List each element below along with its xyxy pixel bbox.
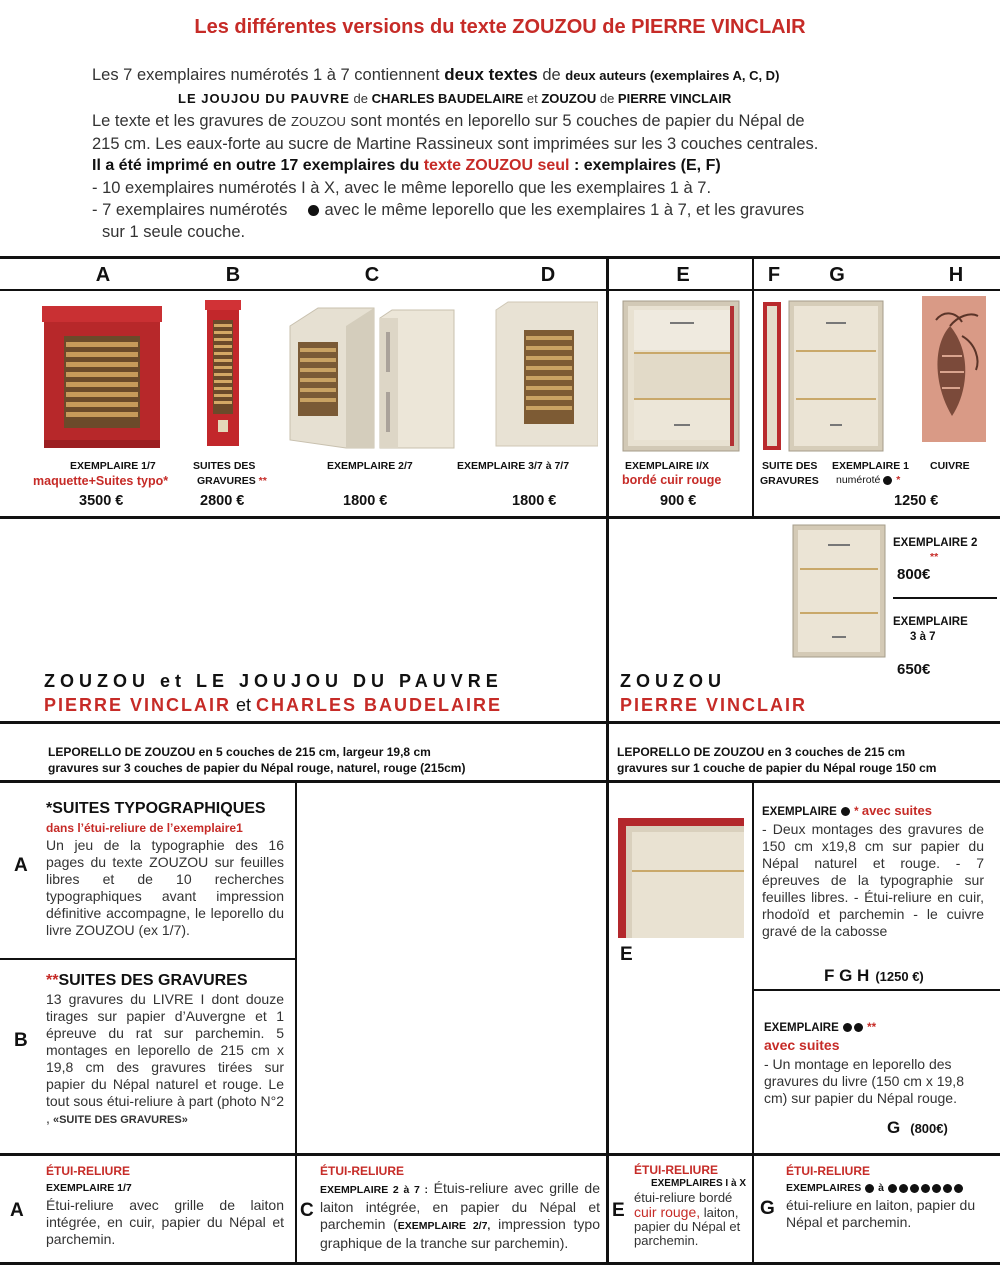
- suites-grav-tail: «SUITE DES GRAVURES»: [49, 1114, 188, 1126]
- caption-g: EXEMPLAIRE 1: [832, 460, 910, 472]
- ex-dotdot-block: [764, 1020, 964, 1107]
- ex-dot-avec: avec suites: [861, 803, 932, 818]
- intro-line-5: [92, 155, 972, 177]
- etui-e-head: ÉTUI-RELIURE: [634, 1163, 718, 1177]
- grid-line: [295, 780, 297, 1262]
- caption-d: EXEMPLAIRE 3/7 à 7/7: [457, 460, 570, 472]
- caption-b-stars: **: [255, 475, 267, 487]
- intro-text: de: [349, 91, 372, 106]
- intro-line-7: [92, 199, 972, 221]
- caption-a-sub: maquette+Suites typo*: [33, 474, 169, 488]
- bullet-dot-icon: [308, 205, 319, 216]
- caption-ex2-stars: **: [930, 551, 939, 563]
- suites-typo-body: Un jeu de la typographie des 16 pages du texte ZOUZOU sur feuilles libres et de 10 recherches typographiques avant impression définitive accompagne, le leporello du livre ZOUZOU (ex 1/7).: [46, 837, 284, 938]
- etui-a-head: ÉTUI-RELIURE: [46, 1164, 130, 1178]
- grid-line: [893, 597, 997, 599]
- etui-e-body2: laiton, papier du Népal et parchemin.: [634, 1205, 741, 1248]
- intro-line-6: - 10 exemplaires numérotés I à X, avec le même leporello que les exemplaires 1 à 7.: [92, 179, 712, 197]
- caption-c: EXEMPLAIRE 2/7: [327, 460, 413, 472]
- grid-line: [0, 289, 1000, 291]
- bullet-dot-icon: [883, 476, 892, 485]
- suites-typo-block: [46, 800, 284, 939]
- bullet-dot-icon: [910, 1184, 919, 1193]
- product-a-image: [42, 300, 162, 450]
- etui-g-block: [786, 1163, 986, 1231]
- grid-line: [0, 721, 1000, 724]
- ex-dotdot-body: - Un montage en leporello des gravures du livre (150 cm x 19,8 cm) sur papier du Népal rouge.: [764, 1056, 964, 1106]
- etui-e-sub: EXEMPLAIRES I à X: [650, 1178, 746, 1189]
- price-c: 1800 €: [343, 493, 388, 509]
- grid-line: [752, 256, 754, 518]
- caption-ex37-1: EXEMPLAIRE: [893, 616, 968, 628]
- etui-a-sub: EXEMPLAIRE 1/7: [46, 1182, 132, 1194]
- bullet-dot-icon: [841, 807, 850, 816]
- ex-dot-star: *: [850, 806, 859, 818]
- intro-text: avec le même leporello que les exemplaires 1 à 7, et les gravures: [319, 201, 805, 219]
- caption-b-1: SUITES DES: [193, 460, 256, 472]
- etui-c-tail: impression typo graphique de la tranche sur parchemin).: [320, 1216, 600, 1251]
- ex-dotdot-stars: **: [863, 1022, 877, 1034]
- etui-c-bold: EXEMPLAIRE 2/7,: [397, 1220, 491, 1232]
- intro-highlight: deux textes: [444, 65, 538, 84]
- product-d-image: [494, 300, 598, 448]
- ex-dot-price: (1250 €): [875, 969, 924, 984]
- price-ex2: 800€: [897, 566, 931, 583]
- grid-line: [0, 1153, 1000, 1156]
- column-letter-f: F: [767, 264, 781, 286]
- suites-typo-head: *SUITES TYPOGRAPHIQUES: [46, 800, 266, 817]
- etui-g-sub: EXEMPLAIRES: [786, 1182, 862, 1194]
- etui-g-head: ÉTUI-RELIURE: [786, 1164, 870, 1178]
- column-letter-c: C: [364, 264, 380, 286]
- product-b-image: [205, 298, 241, 448]
- product-ex2-image: [792, 524, 886, 658]
- column-letter-g: G: [829, 264, 845, 286]
- author-baudelaire: CHARLES BAUDELAIRE: [256, 695, 503, 715]
- column-letter-d: D: [540, 264, 556, 286]
- grid-line: [754, 989, 1000, 991]
- section-letter-a: A: [14, 855, 28, 876]
- bullet-dot-icon: [854, 1023, 863, 1032]
- etui-c-sub: EXEMPLAIRE 2 à 7 :: [320, 1184, 428, 1196]
- grid-line: [0, 1262, 1000, 1265]
- intro-bold: deux auteurs: [565, 68, 647, 83]
- section-letter-e: E: [620, 944, 633, 965]
- suites-grav-body-wrap: [46, 991, 284, 1129]
- intro-text: ZOUZOU: [291, 114, 346, 129]
- etui-e-red: cuir rouge,: [634, 1204, 701, 1220]
- product-c-image: [288, 302, 456, 450]
- intro-line-2: [92, 87, 972, 110]
- ex-dot-block: [762, 802, 984, 940]
- etui-c-body: Étuis-reliure avec grille de laiton intégrée, en papier du Népal et parchemin (: [320, 1180, 600, 1232]
- ex-dotdot-avec: avec suites: [764, 1037, 840, 1053]
- ex-dot-letters-text: F G H: [824, 966, 870, 985]
- bullet-dot-icon: [954, 1184, 963, 1193]
- etui-c-block: [320, 1163, 600, 1252]
- price-e: 900 €: [660, 493, 697, 509]
- intro-line-3: [92, 110, 972, 133]
- right-work-title: ZOUZOU: [620, 671, 726, 691]
- etui-e-block: [634, 1163, 746, 1248]
- price-b: 2800 €: [200, 493, 245, 509]
- column-letter-e: E: [676, 264, 690, 286]
- ex-dotdot-cap: EXEMPLAIRE: [764, 1022, 839, 1034]
- etui-a-body: Étui-reliure avec grille de laiton intégrée, en cuir, papier du Népal et parchemin.: [46, 1197, 284, 1247]
- left-work-title: ZOUZOU et LE JOUJOU DU PAUVRE: [44, 671, 503, 691]
- bullet-dot-icon: [932, 1184, 941, 1193]
- caption-e: EXEMPLAIRE I/X: [625, 460, 710, 472]
- price-ex37: 650€: [897, 661, 931, 678]
- etui-c-head: ÉTUI-RELIURE: [320, 1164, 404, 1178]
- grid-line: [606, 256, 609, 1262]
- grid-line: [0, 516, 1000, 519]
- leporello-right-2: gravures sur 1 couche de papier du Népal rouge 150 cm: [617, 761, 937, 775]
- author-and: et: [231, 695, 257, 715]
- price-a: 3500 €: [79, 493, 124, 509]
- column-letter-a: A: [95, 264, 111, 286]
- suites-grav-body: 13 gravures du LIVRE I dont douze tirages sur papier d’Auvergne et 1 épreuve du rat sur parchemin. 5 montages en leporello de 215 cm x 19,8 cm des gravures tirées sur papier du Népal naturel et rouge. Le tout sous étui-reliure à part (photo N°2 ,: [46, 991, 284, 1126]
- intro-highlight: ZOUZOU: [541, 91, 597, 106]
- ex-dot-cap: EXEMPLAIRE: [762, 806, 837, 818]
- grid-line: [0, 780, 1000, 783]
- suites-grav-head: SUITES DES GRAVURES: [58, 972, 248, 989]
- price-fgh: 1250 €: [894, 493, 939, 509]
- leporello-right-1: LEPORELLO DE ZOUZOU en 3 couches de 215 cm: [617, 745, 906, 759]
- suites-grav-block: [46, 972, 284, 1129]
- grid-line: [0, 958, 296, 960]
- intro-bold: CHARLES BAUDELAIRE: [371, 91, 524, 106]
- bullet-dot-icon: [843, 1023, 852, 1032]
- product-g-image: [788, 300, 884, 452]
- ex-dotdot-letter: G: [887, 1118, 901, 1137]
- section-letter-b: B: [14, 1030, 28, 1051]
- grid-line: [752, 780, 754, 1262]
- intro-text: et: [523, 91, 542, 106]
- product-f-image: [762, 300, 782, 452]
- intro-bold: (exemplaires A, C, D): [646, 68, 780, 83]
- author-vinclair: PIERRE VINCLAIR: [44, 695, 232, 715]
- page-title: Les différentes versions du texte ZOUZOU de PIERRE VINCLAIR: [194, 16, 806, 38]
- ex-dotdot-head: [764, 1020, 964, 1037]
- caption-g-sub: [836, 473, 900, 487]
- caption-f-2: GRAVURES: [760, 475, 819, 487]
- caption-ex2: EXEMPLAIRE 2: [893, 537, 978, 549]
- bullet-dot-icon: [943, 1184, 952, 1193]
- etui-letter-c: C: [300, 1200, 314, 1221]
- suites-grav-head-line: [46, 972, 284, 989]
- intro-text: Les 7 exemplaires numérotés 1 à 7 contiennent: [92, 66, 445, 84]
- intro-text: - 7 exemplaires numérotés: [92, 201, 292, 219]
- etui-g-sub-line: [786, 1180, 986, 1197]
- caption-h: CUIVRE: [930, 460, 970, 472]
- product-h-image: [922, 296, 986, 442]
- intro-text: Le texte et les gravures de: [92, 112, 292, 130]
- intro-bold: : exemplaires (E, F): [569, 157, 721, 174]
- etui-g-a: à: [875, 1182, 887, 1194]
- bullet-dot-icon: [921, 1184, 930, 1193]
- bullet-dot-icon: [899, 1184, 908, 1193]
- etui-a-block: [46, 1163, 284, 1248]
- ex-dotdot-letter-line: [887, 1118, 948, 1138]
- caption-b-text: GRAVURES: [197, 475, 256, 487]
- intro-highlight: texte ZOUZOU seul: [423, 157, 570, 174]
- etui-letter-g: G: [760, 1198, 775, 1219]
- intro-text: de: [596, 91, 618, 106]
- intro-text: sont montés en leporello sur 5 couches de papier du Népal de: [345, 112, 805, 130]
- column-letter-b: B: [225, 264, 241, 286]
- etui-g-body: étui-reliure en laiton, papier du Népal et parchemin.: [786, 1197, 976, 1230]
- etui-e-body1: étui-reliure bordé: [634, 1190, 733, 1205]
- caption-e-sub: bordé cuir rouge: [622, 473, 722, 487]
- ex-dotdot-price: (800€): [910, 1121, 948, 1136]
- intro-line-8: sur 1 seule couche.: [102, 223, 246, 241]
- etui-letter-a: A: [10, 1200, 24, 1221]
- caption-f-1: SUITE DES: [762, 460, 818, 472]
- product-e-image: [622, 300, 740, 452]
- caption-ex37-2: 3 à 7: [910, 631, 936, 643]
- caption-b-2: [197, 474, 267, 488]
- caption-g-star: *: [893, 474, 901, 486]
- caption-g-sub-text: numéroté: [836, 474, 881, 486]
- intro-bold: Il a été imprimé en outre 17 exemplaires du: [92, 157, 424, 174]
- bullet-dot-icon: [888, 1184, 897, 1193]
- intro-text: de: [537, 66, 566, 84]
- etui-letter-e: E: [612, 1200, 625, 1221]
- leporello-left-2: gravures sur 3 couches de papier du Népal rouge, naturel, rouge (215cm): [48, 761, 466, 775]
- suites-grav-stars: **: [46, 972, 59, 989]
- left-authors: [44, 695, 502, 716]
- suites-typo-sub: dans l’étui-reliure de l’exemplaire1: [46, 821, 243, 835]
- intro-bold: PIERRE VINCLAIR: [617, 91, 732, 106]
- intro-line-4: 215 cm. Les eaux-forte au sucre de Martine Rassineux sont imprimées sur les 3 couches centrales.: [92, 135, 819, 153]
- leporello-left-1: LEPORELLO DE ZOUZOU en 5 couches de 215 cm, largeur 19,8 cm: [48, 745, 431, 759]
- ex-dot-body: - Deux montages des gravures de 150 cm x19,8 cm sur papier du Népal naturel et rouge. - 7 épreuves de la typographie sur feuilles libres. - Étui-reliure en cuir, rhodoïd et parchemin - le cuivre gravé de la cabosse: [762, 821, 984, 939]
- ex-dot-letters: [824, 966, 924, 986]
- caption-a: EXEMPLAIRE 1/7: [70, 460, 156, 472]
- bullet-dot-icon: [865, 1184, 874, 1193]
- intro-paragraph: [92, 64, 972, 243]
- right-author: PIERRE VINCLAIR: [620, 695, 808, 715]
- ex-dot-head: [762, 802, 984, 821]
- price-d: 1800 €: [512, 493, 557, 509]
- product-e-detail-image: [618, 818, 744, 938]
- intro-highlight: LE JOUJOU DU PAUVRE: [178, 91, 350, 106]
- grid-line: [0, 256, 1000, 259]
- intro-line-1: [92, 64, 972, 87]
- column-letter-h: H: [948, 264, 964, 286]
